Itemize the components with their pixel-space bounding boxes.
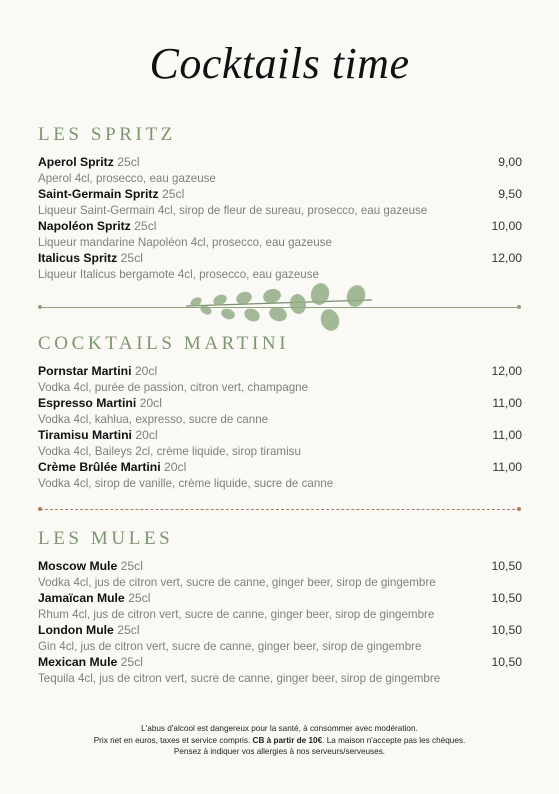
item-size: 25cl [134, 219, 157, 233]
item-name: Moscow Mule [38, 559, 118, 573]
dashed-divider [40, 509, 520, 510]
item-description: Vodka 4cl, Baileys 2cl, crème liquide, sirop tiramisu [38, 445, 301, 458]
item-description: Vodka 4cl, kahlua, expresso, sucre de canne [38, 413, 269, 426]
section-title-spritz: LES SPRITZ [38, 124, 176, 145]
item-description: Vodka 4cl, purée de passion, citron vert, champagne [38, 381, 309, 394]
item-size: 25cl [117, 623, 140, 637]
page-title: Cocktails time [149, 39, 410, 88]
item-size: 25cl [128, 591, 151, 605]
menu-item [38, 218, 522, 250]
item-size: 20cl [163, 460, 187, 474]
item-price: 11,00 [492, 460, 522, 474]
item-size: 20cl [139, 396, 162, 410]
item-price: 10,50 [491, 623, 522, 637]
menu-item [38, 622, 522, 654]
footer-notice [0, 723, 559, 758]
item-description: Gin 4cl, jus de citron vert, sucre de canne, ginger beer, sirop de gingembre [38, 640, 422, 653]
item-name: Napoléon Spritz [38, 219, 131, 233]
item-name: Saint-Germain Spritz [38, 187, 159, 201]
footer-price-info: Prix net en euros, taxes et service compris. [93, 735, 251, 745]
item-name: Pornstar Martini [38, 364, 132, 378]
item-name: Italicus Spritz [38, 251, 118, 265]
menu-item [38, 459, 522, 491]
item-size: 25cl [161, 187, 185, 201]
item-name: Jamaïcan Mule [38, 591, 125, 605]
eucalyptus-branch-icon [184, 280, 374, 336]
item-size: 25cl [117, 155, 140, 169]
item-description: Vodka 4cl, jus de citron vert, sucre de canne, ginger beer, sirop de gingembre [38, 576, 436, 589]
footer-payment-info [0, 735, 559, 747]
section-title-mules: LES MULES [38, 528, 174, 549]
menu-item [38, 363, 522, 395]
item-price: 12,00 [491, 251, 522, 265]
item-price: 11,00 [492, 396, 522, 410]
section-martini-list [38, 363, 522, 491]
item-price: 10,50 [491, 591, 522, 605]
item-price: 9,00 [498, 155, 522, 169]
item-name: Espresso Martini [38, 396, 137, 410]
menu-item [38, 558, 522, 590]
item-description: Liqueur Italicus bergamote 4cl, prosecco, eau gazeuse [38, 268, 319, 281]
item-price: 11,00 [492, 428, 522, 442]
item-price: 10,50 [491, 559, 522, 573]
menu-item [38, 654, 522, 686]
item-price: 10,00 [491, 219, 522, 233]
item-description: Aperol 4cl, prosecco, eau gazeuse [38, 172, 216, 185]
item-size: 25cl [120, 559, 143, 573]
item-description: Liqueur Saint-Germain 4cl, sirop de fleur de sureau, prosecco, eau gazeuse [38, 204, 428, 217]
menu-item [38, 250, 522, 282]
item-description: Vodka 4cl, sirop de vanille, crème liquide, sucre de canne [38, 477, 334, 490]
footer-allergy-note: Pensez à indiquer vos allergies à nos serveurs/serveuses. [173, 747, 386, 756]
item-name: Mexican Mule [38, 655, 118, 669]
menu-item [38, 590, 522, 622]
item-description: Liqueur mandarine Napoléon 4cl, prosecco, eau gazeuse [38, 236, 332, 249]
item-name: Crème Brûlée Martini [38, 460, 161, 474]
dashed-divider-dot-right [517, 507, 521, 511]
item-size: 20cl [134, 364, 158, 378]
item-size: 20cl [135, 428, 158, 442]
menu-item [38, 395, 522, 427]
item-size: 25cl [120, 655, 143, 669]
item-price: 10,50 [491, 655, 522, 669]
section-title-martini: COCKTAILS MARTINI [38, 333, 290, 354]
footer-alcohol-warning: L'abus d'alcool est dangereux pour la santé, à consommer avec modération. [141, 724, 418, 733]
section-mules-list [38, 558, 522, 686]
item-price: 12,00 [491, 364, 522, 378]
footer-no-cheques: . La maison n'accepte pas les chèques. [322, 735, 466, 745]
item-name: London Mule [38, 623, 114, 637]
footer-card-minimum: CB à partir de 10€ [252, 735, 323, 745]
item-price: 9,50 [498, 187, 522, 201]
item-name: Aperol Spritz [38, 155, 114, 169]
menu-item [38, 186, 522, 218]
menu-item [38, 427, 522, 459]
divider-dot-right [517, 305, 521, 309]
item-name: Tiramisu Martini [38, 428, 132, 442]
menu-item [38, 154, 522, 186]
item-size: 25cl [120, 251, 143, 265]
item-description: Rhum 4cl, jus de citron vert, sucre de canne, ginger beer, sirop de gingembre [38, 608, 435, 621]
item-description: Tequila 4cl, jus de citron vert, sucre de canne, ginger beer, sirop de gingembre [38, 672, 441, 685]
section-spritz-list [38, 154, 522, 282]
